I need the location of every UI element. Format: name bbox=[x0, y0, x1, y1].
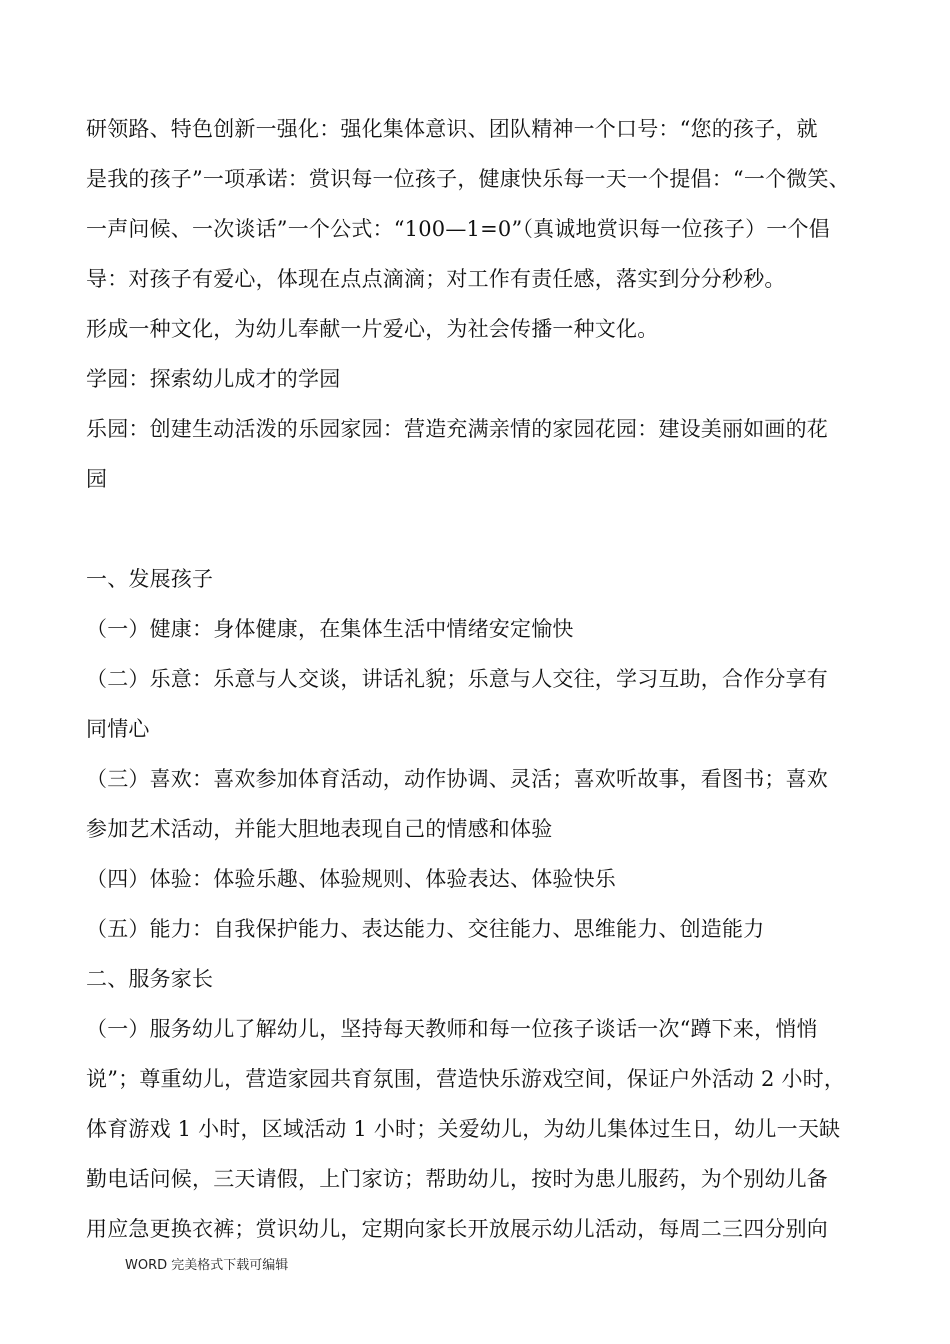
text-line: （二）乐意：乐意与人交谈，讲话礼貌；乐意与人交往，学习互助，合作分享有 bbox=[86, 667, 828, 691]
text-line: 勤电话问候，三天请假，上门家访；帮助幼儿，按时为患儿服药，为个别幼儿备 bbox=[86, 1167, 828, 1191]
blank-line bbox=[86, 504, 876, 554]
text-line: 乐园：创建生动活泼的乐园家园：营造充满亲情的家园花园：建设美丽如画的花 bbox=[86, 417, 828, 441]
section-heading: 二、服务家长 bbox=[86, 967, 214, 991]
text-line: 参加艺术活动，并能大胆地表现自己的情感和体验 bbox=[86, 817, 553, 841]
text-line: 体育游戏 1 小时，区域活动 1 小时；关爱幼儿，为幼儿集体过生日，幼儿一天缺 bbox=[86, 1117, 841, 1141]
text-line: 同情心 bbox=[86, 717, 150, 741]
text-line: 说”；尊重幼儿，营造家园共育氛围，营造快乐游戏空间，保证户外活动 2 小时， bbox=[86, 1067, 846, 1091]
text-line: 形成一种文化，为幼儿奉献一片爱心，为社会传播一种文化。 bbox=[86, 317, 659, 341]
text-line: （三）喜欢：喜欢参加体育活动，动作协调、灵活；喜欢听故事，看图书；喜欢 bbox=[86, 767, 828, 791]
text-line: （一）健康：身体健康，在集体生活中情绪安定愉快 bbox=[86, 617, 574, 641]
page-footer: WORD 完美格式下载可编辑 bbox=[125, 1258, 289, 1273]
text-line: 园 bbox=[86, 467, 108, 491]
section-heading: 一、发展孩子 bbox=[86, 567, 214, 591]
text-line: 研领路、特色创新一强化：强化集体意识、团队精神一个口号：“您的孩子，就 bbox=[86, 117, 818, 141]
text-line: （一）服务幼儿了解幼儿，坚持每天教师和每一位孩子谈话一次“蹲下来，悄悄 bbox=[86, 1017, 818, 1041]
text-line: 导：对孩子有爱心，体现在点点滴滴；对工作有责任感，落实到分分秒秒。 bbox=[86, 267, 786, 291]
text-line: （四）体验：体验乐趣、体验规则、体验表达、体验快乐 bbox=[86, 867, 616, 891]
text-line: 用应急更换衣裤；赏识幼儿，定期向家长开放展示幼儿活动，每周二三四分别向 bbox=[86, 1217, 828, 1241]
text-line: （五）能力：自我保护能力、表达能力、交往能力、思维能力、创造能力 bbox=[86, 917, 765, 941]
text-line: 学园：探索幼儿成才的学园 bbox=[86, 367, 341, 391]
text-line: 是我的孩子”一项承诺：赏识每一位孩子，健康快乐每一天一个提倡：“一个微笑、 bbox=[86, 167, 850, 191]
document-body bbox=[86, 104, 876, 1254]
text-line: 一声问候、一次谈话”一个公式：“100—1=0”（真诚地赏识每一位孩子）一个倡 bbox=[86, 217, 830, 241]
